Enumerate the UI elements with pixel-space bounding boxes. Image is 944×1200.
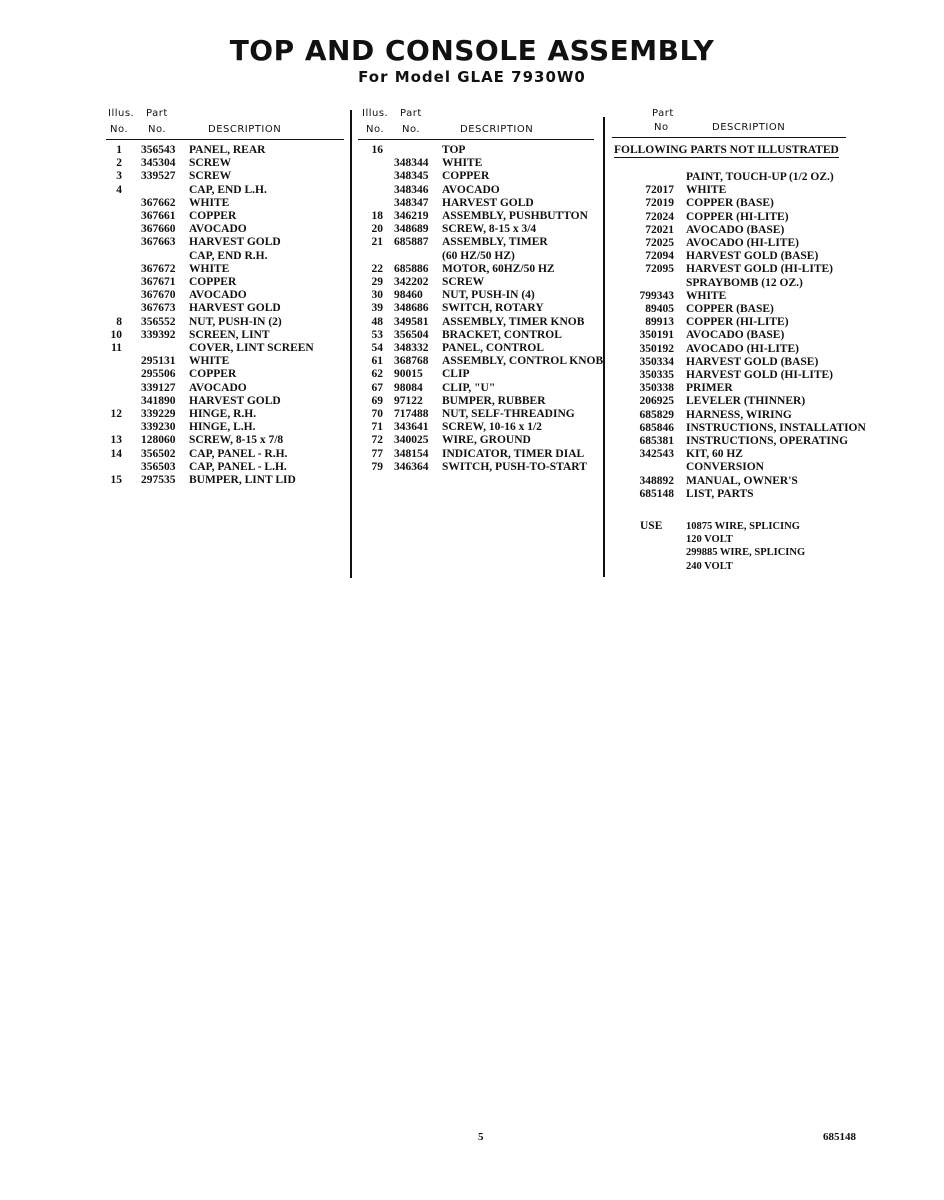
col2-header-description: DESCRIPTION bbox=[460, 124, 534, 135]
document-number: 685148 bbox=[823, 1131, 856, 1143]
part-description: CAP, PANEL - L.H. bbox=[189, 460, 287, 473]
part-number: 342202 bbox=[394, 276, 429, 288]
parts-row bbox=[606, 316, 866, 329]
parts-row bbox=[606, 435, 866, 448]
parts-row bbox=[356, 329, 602, 342]
part-number: 350334 bbox=[639, 355, 674, 368]
parts-row bbox=[356, 144, 602, 157]
parts-row bbox=[100, 329, 350, 342]
illus-number: 61 bbox=[371, 355, 383, 368]
part-description: INDICATOR, TIMER DIAL bbox=[442, 447, 585, 460]
part-number: 89405 bbox=[645, 303, 674, 315]
part-number: 346219 bbox=[394, 210, 429, 222]
parts-row bbox=[356, 263, 602, 276]
illus-number: 4 bbox=[116, 183, 122, 196]
parts-row bbox=[606, 237, 866, 250]
part-number: 685829 bbox=[639, 408, 674, 421]
parts-row bbox=[100, 289, 350, 302]
col1-header-illus: Illus. bbox=[108, 108, 135, 119]
use-line: 120 VOLT bbox=[686, 534, 733, 546]
illus-number: 39 bbox=[371, 302, 383, 315]
part-description: COPPER (BASE) bbox=[686, 303, 774, 315]
parts-row bbox=[606, 197, 866, 210]
part-number: 295506 bbox=[141, 368, 176, 381]
part-description: COPPER bbox=[189, 210, 237, 222]
parts-row bbox=[100, 316, 350, 329]
part-number: 89913 bbox=[645, 316, 674, 329]
part-number: 367673 bbox=[141, 302, 176, 315]
illus-number: 53 bbox=[371, 328, 383, 341]
part-number: 339229 bbox=[141, 408, 176, 420]
part-number: 356552 bbox=[141, 315, 176, 328]
part-number: 348345 bbox=[394, 170, 429, 183]
part-number: 342543 bbox=[639, 448, 674, 461]
part-number: 349581 bbox=[394, 315, 429, 328]
part-description: CLIP bbox=[442, 368, 470, 381]
col2-header-part: Part bbox=[400, 108, 422, 119]
parts-row bbox=[606, 263, 866, 276]
part-number: 367662 bbox=[141, 196, 176, 209]
parts-row bbox=[606, 184, 866, 197]
part-number: 72019 bbox=[645, 197, 674, 210]
part-description: ASSEMBLY, TIMER bbox=[442, 236, 548, 249]
col2-header-no: No. bbox=[366, 124, 385, 135]
parts-row bbox=[100, 302, 350, 315]
use-line: 240 VOLT bbox=[686, 560, 733, 572]
part-description: HARVEST GOLD bbox=[189, 302, 281, 315]
part-description: LIST, PARTS bbox=[686, 487, 754, 500]
illus-number: 54 bbox=[371, 342, 383, 354]
illus-number: 2 bbox=[116, 157, 122, 170]
part-number: 297535 bbox=[141, 474, 176, 486]
part-description: WHITE bbox=[189, 262, 230, 275]
part-description: NUT, PUSH-IN (2) bbox=[189, 315, 282, 328]
part-description: BUMPER, RUBBER bbox=[442, 394, 546, 407]
parts-row bbox=[100, 355, 350, 368]
parts-row bbox=[100, 342, 350, 355]
parts-row bbox=[356, 316, 602, 329]
col3-header-part: Part bbox=[652, 108, 674, 119]
illus-number: 69 bbox=[371, 394, 383, 407]
parts-list-column-3 bbox=[606, 144, 866, 584]
use-line: 10875 WIRE, SPLICING bbox=[686, 521, 800, 532]
parts-row bbox=[356, 236, 602, 249]
part-description: HARVEST GOLD bbox=[189, 394, 281, 407]
parts-row bbox=[606, 409, 866, 422]
illus-number: 1 bbox=[116, 144, 122, 156]
illus-number: 13 bbox=[110, 434, 122, 447]
part-description: PANEL, CONTROL bbox=[442, 342, 545, 354]
illus-number: 20 bbox=[371, 223, 383, 236]
parts-row bbox=[606, 171, 866, 184]
part-description: CLIP, "U" bbox=[442, 381, 496, 394]
part-number: 348689 bbox=[394, 223, 429, 236]
part-description: SCREW bbox=[442, 276, 485, 288]
part-description: ASSEMBLY, PUSHBUTTON bbox=[442, 210, 588, 222]
part-number: 799343 bbox=[639, 289, 674, 302]
part-number: 72095 bbox=[645, 263, 674, 276]
part-number: 367663 bbox=[141, 236, 176, 249]
parts-row bbox=[606, 343, 866, 356]
parts-row bbox=[100, 461, 350, 474]
illus-number: 21 bbox=[371, 236, 383, 249]
illus-number: 79 bbox=[371, 460, 383, 473]
parts-row bbox=[100, 395, 350, 408]
part-number: 128060 bbox=[141, 434, 176, 447]
part-number: 340025 bbox=[394, 434, 429, 447]
part-number: 685846 bbox=[639, 421, 674, 434]
col1-header-no: No. bbox=[110, 124, 129, 135]
parts-row bbox=[606, 329, 866, 342]
parts-row bbox=[100, 474, 350, 487]
part-description: AVOCADO (BASE) bbox=[686, 223, 785, 236]
part-description: AVOCADO (HI-LITE) bbox=[686, 342, 799, 355]
part-number: 343641 bbox=[394, 421, 429, 434]
parts-row bbox=[100, 408, 350, 421]
part-description: BRACKET, CONTROL bbox=[442, 328, 562, 341]
part-number: 685381 bbox=[639, 435, 674, 447]
divider-left bbox=[350, 110, 352, 578]
part-description: COPPER bbox=[442, 170, 490, 183]
part-description: COPPER bbox=[189, 276, 237, 288]
part-number: 72094 bbox=[645, 250, 674, 263]
part-description: HARVEST GOLD bbox=[189, 236, 281, 249]
part-description: MOTOR, 60HZ/50 HZ bbox=[442, 262, 555, 275]
parts-row bbox=[100, 197, 350, 210]
part-description: AVOCADO (BASE) bbox=[686, 329, 785, 342]
parts-row bbox=[606, 290, 866, 303]
col2-header-illus: Illus. bbox=[362, 108, 389, 119]
part-description: CAP, END L.H. bbox=[189, 183, 267, 196]
part-number: 348332 bbox=[394, 342, 429, 354]
parts-row bbox=[356, 408, 602, 421]
part-description: PANEL, REAR bbox=[189, 144, 266, 156]
illus-number: 30 bbox=[371, 289, 383, 302]
part-description: HARVEST GOLD bbox=[442, 196, 534, 209]
illus-number: 72 bbox=[371, 434, 383, 447]
part-number: 345304 bbox=[141, 157, 176, 170]
part-number: 206925 bbox=[639, 395, 674, 408]
part-number: 98460 bbox=[394, 289, 423, 302]
part-description: CONVERSION bbox=[686, 461, 764, 474]
part-description: ASSEMBLY, TIMER KNOB bbox=[442, 315, 585, 328]
col1-header-part-no: No. bbox=[148, 124, 167, 135]
part-number: 356504 bbox=[394, 328, 429, 341]
part-number: 295131 bbox=[141, 355, 176, 368]
part-number: 685887 bbox=[394, 236, 429, 249]
illus-number: 10 bbox=[110, 328, 122, 341]
part-number: 348347 bbox=[394, 196, 429, 209]
use-label: USE bbox=[640, 520, 663, 532]
part-description: SCREW, 10-16 x 1/2 bbox=[442, 421, 542, 434]
illus-number: 15 bbox=[110, 474, 122, 486]
page-number: 5 bbox=[478, 1131, 484, 1143]
parts-row bbox=[356, 197, 602, 210]
part-description: HARVEST GOLD (HI-LITE) bbox=[686, 263, 833, 276]
parts-row bbox=[356, 355, 602, 368]
parts-row bbox=[100, 144, 350, 157]
part-description: WIRE, GROUND bbox=[442, 434, 531, 447]
part-number: 341890 bbox=[141, 394, 176, 407]
part-number: 72021 bbox=[645, 223, 674, 236]
part-number: 685886 bbox=[394, 262, 429, 275]
part-number: 72025 bbox=[645, 237, 674, 249]
part-number: 90015 bbox=[394, 368, 423, 381]
part-number: 348344 bbox=[394, 157, 429, 170]
parts-row bbox=[100, 236, 350, 249]
not-illustrated-heading: FOLLOWING PARTS NOT ILLUSTRATED bbox=[614, 144, 839, 156]
parts-list-column-2 bbox=[356, 144, 602, 484]
part-number: 367671 bbox=[141, 276, 176, 288]
illus-number: 77 bbox=[371, 447, 383, 460]
parts-row bbox=[356, 184, 602, 197]
parts-row bbox=[606, 382, 866, 395]
col1-header-description: DESCRIPTION bbox=[208, 124, 282, 135]
parts-row bbox=[606, 448, 866, 461]
use-line: 299885 WIRE, SPLICING bbox=[686, 547, 806, 559]
part-number: 367661 bbox=[141, 210, 176, 222]
illus-number: 71 bbox=[371, 421, 383, 434]
parts-row bbox=[100, 382, 350, 395]
parts-row bbox=[100, 276, 350, 289]
parts-row bbox=[356, 223, 602, 236]
parts-row bbox=[356, 250, 602, 263]
divider-right bbox=[603, 117, 605, 577]
part-description: INSTRUCTIONS, INSTALLATION bbox=[686, 421, 866, 434]
parts-row bbox=[356, 276, 602, 289]
part-number: 356502 bbox=[141, 447, 176, 460]
part-description: (60 HZ/50 HZ) bbox=[442, 249, 515, 262]
part-description: PRIMER bbox=[686, 382, 733, 395]
part-number: 348686 bbox=[394, 302, 429, 315]
part-description: SWITCH, PUSH-TO-START bbox=[442, 460, 587, 473]
part-description: SCREW, 8-15 x 7/8 bbox=[189, 434, 284, 447]
col1-header-rule bbox=[106, 139, 344, 140]
part-description: WHITE bbox=[686, 289, 727, 302]
part-description: SCREW bbox=[189, 157, 232, 170]
part-description: HARNESS, WIRING bbox=[686, 408, 792, 421]
part-description: SCREW, 8-15 x 3/4 bbox=[442, 223, 537, 236]
part-number: 348892 bbox=[639, 474, 674, 487]
part-description: WHITE bbox=[189, 355, 230, 368]
parts-row bbox=[100, 170, 350, 183]
part-description: SCREEN, LINT bbox=[189, 328, 270, 341]
part-description: HARVEST GOLD (BASE) bbox=[686, 355, 819, 368]
parts-row bbox=[100, 250, 350, 263]
illus-number: 8 bbox=[116, 315, 122, 328]
part-number: 348346 bbox=[394, 183, 429, 196]
parts-row bbox=[356, 302, 602, 315]
illus-number: 70 bbox=[371, 408, 383, 420]
illus-number: 16 bbox=[371, 144, 383, 156]
parts-row bbox=[606, 461, 866, 474]
part-number: 350338 bbox=[639, 382, 674, 395]
illus-number: 48 bbox=[371, 315, 383, 328]
part-description: ASSEMBLY, CONTROL KNOB bbox=[442, 355, 604, 368]
parts-row bbox=[606, 475, 866, 488]
part-description: AVOCADO (HI-LITE) bbox=[686, 237, 799, 249]
parts-row bbox=[100, 368, 350, 381]
part-number: 339527 bbox=[141, 170, 176, 183]
parts-row bbox=[606, 277, 866, 290]
parts-row bbox=[356, 157, 602, 170]
part-number: 72017 bbox=[645, 184, 674, 197]
part-number: 368768 bbox=[394, 355, 429, 368]
parts-row bbox=[356, 342, 602, 355]
parts-row bbox=[356, 368, 602, 381]
col3-header-no: No bbox=[654, 122, 669, 133]
part-description: PAINT, TOUCH-UP (1/2 OZ.) bbox=[686, 171, 834, 183]
part-description: KIT, 60 HZ bbox=[686, 448, 743, 461]
part-number: 367672 bbox=[141, 262, 176, 275]
part-description: NUT, SELF-THREADING bbox=[442, 408, 575, 420]
part-description: LEVELER (THINNER) bbox=[686, 395, 806, 408]
part-description: MANUAL, OWNER'S bbox=[686, 474, 798, 487]
part-description: CAP, PANEL - R.H. bbox=[189, 447, 288, 460]
page-subtitle: For Model GLAE 7930W0 bbox=[358, 68, 586, 86]
parts-list-column-1 bbox=[100, 144, 350, 504]
part-number: 97122 bbox=[394, 394, 423, 407]
part-description: WHITE bbox=[686, 184, 727, 197]
col2-header-rule bbox=[358, 139, 594, 140]
parts-row bbox=[356, 421, 602, 434]
illus-number: 22 bbox=[371, 262, 383, 275]
parts-row bbox=[606, 488, 866, 501]
col1-header-part: Part bbox=[146, 108, 168, 119]
part-description: TOP bbox=[442, 144, 466, 156]
parts-row bbox=[356, 210, 602, 223]
part-description: AVOCADO bbox=[442, 183, 500, 196]
part-description: NUT, PUSH-IN (4) bbox=[442, 289, 535, 302]
illus-number: 12 bbox=[110, 408, 122, 420]
parts-row bbox=[356, 448, 602, 461]
part-number: 348154 bbox=[394, 447, 429, 460]
part-description: COVER, LINT SCREEN bbox=[189, 342, 314, 354]
part-description: SPRAYBOMB (12 OZ.) bbox=[686, 276, 803, 289]
parts-row bbox=[100, 448, 350, 461]
part-number: 339127 bbox=[141, 381, 176, 394]
part-number: 339392 bbox=[141, 328, 176, 341]
part-description: COPPER (BASE) bbox=[686, 197, 774, 210]
part-number: 685148 bbox=[639, 487, 674, 500]
part-description: HARVEST GOLD (BASE) bbox=[686, 250, 819, 263]
parts-row bbox=[606, 356, 866, 369]
parts-row bbox=[606, 303, 866, 316]
part-number: 367660 bbox=[141, 223, 176, 236]
page-title: TOP AND CONSOLE ASSEMBLY bbox=[229, 34, 715, 67]
part-number: 346364 bbox=[394, 460, 429, 473]
illus-number: 67 bbox=[371, 381, 383, 394]
part-description: AVOCADO bbox=[189, 289, 247, 302]
parts-row bbox=[100, 421, 350, 434]
part-number: 356543 bbox=[141, 144, 176, 156]
part-description: HINGE, R.H. bbox=[189, 408, 257, 420]
parts-row bbox=[356, 382, 602, 395]
part-number: 356503 bbox=[141, 460, 176, 473]
part-description: COPPER (HI-LITE) bbox=[686, 316, 789, 329]
illus-number: 29 bbox=[371, 276, 383, 288]
parts-row bbox=[356, 395, 602, 408]
part-number: 98084 bbox=[394, 381, 423, 394]
part-description: INSTRUCTIONS, OPERATING bbox=[686, 435, 849, 447]
parts-row bbox=[356, 289, 602, 302]
col2-header-part-no: No. bbox=[402, 124, 421, 135]
parts-row bbox=[606, 422, 866, 435]
part-description: CAP, END R.H. bbox=[189, 249, 268, 262]
parts-row bbox=[100, 263, 350, 276]
parts-row bbox=[606, 250, 866, 263]
part-description: BUMPER, LINT LID bbox=[189, 474, 296, 486]
part-description: AVOCADO bbox=[189, 381, 247, 394]
parts-row bbox=[606, 211, 866, 224]
part-number: 717488 bbox=[394, 408, 429, 420]
parts-row bbox=[606, 369, 866, 382]
part-number: 350335 bbox=[639, 369, 674, 381]
col3-header-description: DESCRIPTION bbox=[712, 122, 786, 133]
parts-row bbox=[100, 184, 350, 197]
parts-row bbox=[606, 395, 866, 408]
parts-row bbox=[606, 224, 866, 237]
part-description: WHITE bbox=[442, 157, 483, 170]
illus-number: 11 bbox=[111, 342, 122, 354]
parts-row bbox=[100, 223, 350, 236]
illus-number: 3 bbox=[116, 170, 122, 183]
illus-number: 62 bbox=[371, 368, 383, 381]
parts-row bbox=[100, 434, 350, 447]
parts-row bbox=[356, 461, 602, 474]
part-number: 367670 bbox=[141, 289, 176, 302]
part-description: WHITE bbox=[189, 196, 230, 209]
part-description: AVOCADO bbox=[189, 223, 247, 236]
illus-number: 18 bbox=[371, 210, 383, 222]
part-number: 339230 bbox=[141, 421, 176, 434]
parts-row bbox=[100, 157, 350, 170]
part-description: HINGE, L.H. bbox=[189, 421, 256, 434]
part-description: COPPER bbox=[189, 368, 237, 381]
part-number: 72024 bbox=[645, 210, 674, 223]
part-description: HARVEST GOLD (HI-LITE) bbox=[686, 369, 833, 381]
parts-row bbox=[100, 210, 350, 223]
part-description: SWITCH, ROTARY bbox=[442, 302, 544, 315]
parts-row bbox=[356, 434, 602, 447]
illus-number: 14 bbox=[110, 447, 122, 460]
col3-header-rule bbox=[612, 137, 846, 138]
part-description: COPPER (HI-LITE) bbox=[686, 210, 789, 223]
part-description: SCREW bbox=[189, 170, 232, 183]
part-number: 350191 bbox=[639, 329, 674, 342]
parts-row bbox=[356, 170, 602, 183]
part-number: 350192 bbox=[639, 342, 674, 355]
